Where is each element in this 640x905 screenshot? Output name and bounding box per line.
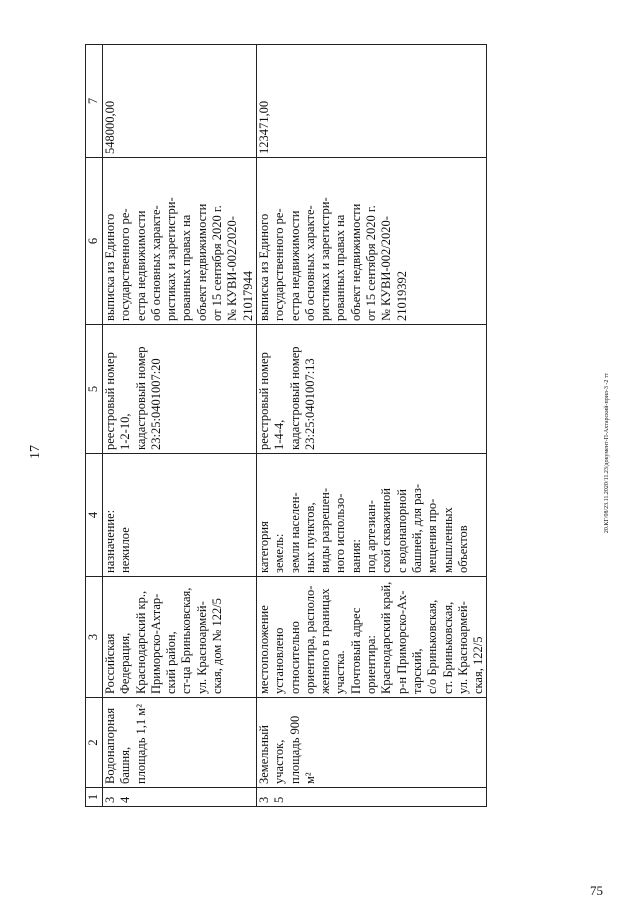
object-address-line: Российская [103,633,117,694]
page-number-bottom: 75 [590,883,603,898]
ownership-document-cell [256,158,486,325]
object-address-line: с/о Бриньковская, [425,599,440,694]
object-category-line: с водонапорной [394,489,409,573]
registry-number-line: кадастровый номер [287,346,302,450]
object-category-cell [103,454,257,577]
object-address-line: участка. [333,650,348,694]
ownership-document-line: ристиках и зарегистри- [164,197,179,321]
ownership-document-line: государственного ре- [118,208,133,321]
object-category-line: вания: [348,539,363,573]
object-name-cell [103,698,257,788]
ownership-document-line: № КУВИ-002/2020- [225,216,240,321]
object-category-line: ных пунктов, [302,502,317,573]
ownership-document-line: об основных характе- [302,205,317,321]
ownership-document-line: выписка из Единого [103,213,117,321]
ownership-document-line: естра недвижимости [133,210,148,321]
column-header: 4 [86,454,103,577]
ownership-document-line: объект недвижимости [194,203,209,321]
ownership-document-line: 21017944 [240,271,255,321]
object-category-line: виды разрешен- [318,487,333,573]
column-header: 2 [86,698,103,788]
object-address-line: Приморско-Ахтар- [148,593,163,694]
object-value-cell [256,45,486,158]
row-number: 34 [103,796,133,803]
object-category-line: мышленных [440,507,455,573]
object-category-line: земли населен- [287,492,302,573]
table-row [103,45,257,807]
object-address-line: ул. Красноармей- [455,601,470,694]
object-address-line: ориентира: [364,635,379,694]
table-wrapper [85,45,638,807]
object-address-line: Почтовый адрес [348,607,363,694]
object-name-line: башня, [118,746,133,784]
registry-number-line: кадастровый номер [133,346,148,450]
ownership-document-line: № КУВИ-002/2020- [379,216,394,321]
header-row [86,45,103,807]
object-name-line: площадь 900 м² [287,715,317,784]
registry-number-line: 23:25:0401007:20 [148,358,163,450]
object-address-line: ст. Бриньковская, [440,601,455,694]
row-number-cell [103,788,257,807]
registry-number-line: 1-4-4, [272,419,287,450]
object-address-line: Краснодарский край, [379,581,394,694]
object-address-line: местоположение [256,605,271,694]
object-category-line: нежилое [118,527,133,573]
column-header: 1 [86,788,103,807]
registry-number-cell [103,325,257,454]
page-number-top: 17 [28,445,43,459]
ownership-document-line: естра недвижимости [287,210,302,321]
registry-number-cell [256,325,486,454]
object-name-line: площадь 1,1 м² [133,704,148,784]
column-header: 6 [86,158,103,325]
row-number: 35 [256,796,287,803]
object-address-line: Федерация, [118,632,133,694]
object-address-cell [103,577,257,698]
object-address-line: ский район, [164,631,179,694]
ownership-document-line: об основных характе- [148,205,163,321]
document-code: 20.КГ/08/23.11.2020/11.23/документ-П-Ахтарский-прил-3 -2 тт [604,372,610,534]
registry-number-line: 1-2-10, [118,413,133,450]
object-address-line: ст-ца Бриньковская, [179,587,194,694]
object-value: 123471,00 [256,100,271,154]
column-header: 3 [86,577,103,698]
object-value: 548000,00 [103,100,117,154]
object-address-line: ская, дом № 122/5 [210,598,225,694]
object-category-line: объектов [455,525,470,573]
ownership-document-line: рованных правах на [179,214,194,321]
ownership-document-line: 21019392 [394,271,409,321]
object-address-line: установлено [272,627,287,694]
object-address-line: относительно [287,621,302,694]
rotated-table-area [85,45,638,807]
object-name-line: участок, [272,739,287,784]
registry-number-line: реестровый номер [256,352,271,450]
object-address-line: ская, 122/5 [471,636,486,694]
object-category-line: назначение: [103,509,117,573]
ownership-document-line: от 15 сентября 2020 г. [364,205,379,321]
object-category-line: категория [256,521,271,573]
object-category-line: под артезиан- [364,500,379,573]
object-category-line: башней, для раз- [409,483,424,573]
row-number-cell [256,788,486,807]
object-name-cell [256,698,486,788]
ownership-document-line: государственного ре- [272,208,287,321]
object-category-line: земель: [272,533,287,573]
object-address-line: ул. Красноармей- [194,601,209,694]
ownership-document-cell [103,158,257,325]
ownership-document-line: ристиках и зарегистри- [318,197,333,321]
registry-number-line: 23:25:0401007:13 [302,358,317,450]
property-table [85,44,487,807]
column-header: 5 [86,325,103,454]
ownership-document-line: объект недвижимости [348,203,363,321]
object-address-line: женного в границах [318,588,333,694]
ownership-document-line: от 15 сентября 2020 г. [210,205,225,321]
object-address-line: ориентира, располо- [302,585,317,694]
column-header: 7 [86,45,103,158]
ownership-document-line: выписка из Единого [256,213,271,321]
object-category-line: ской скважиной [379,488,394,573]
object-address-line: р-н Приморско-Ах- [394,590,409,694]
object-value-cell [103,45,257,158]
object-name-line: Водонапорная [103,707,117,784]
object-category-line: мещения про- [425,498,440,573]
object-address-cell [256,577,486,698]
object-address-line: Краснодарский кр., [133,590,148,694]
object-category-line: ного использо- [333,493,348,573]
registry-number-line: реестровый номер [103,352,117,450]
object-category-cell [256,454,486,577]
ownership-document-line: рованных правах на [333,214,348,321]
object-address-line: тарский, [409,648,424,694]
object-name-line: Земельный [256,725,271,784]
table-row [256,45,486,807]
